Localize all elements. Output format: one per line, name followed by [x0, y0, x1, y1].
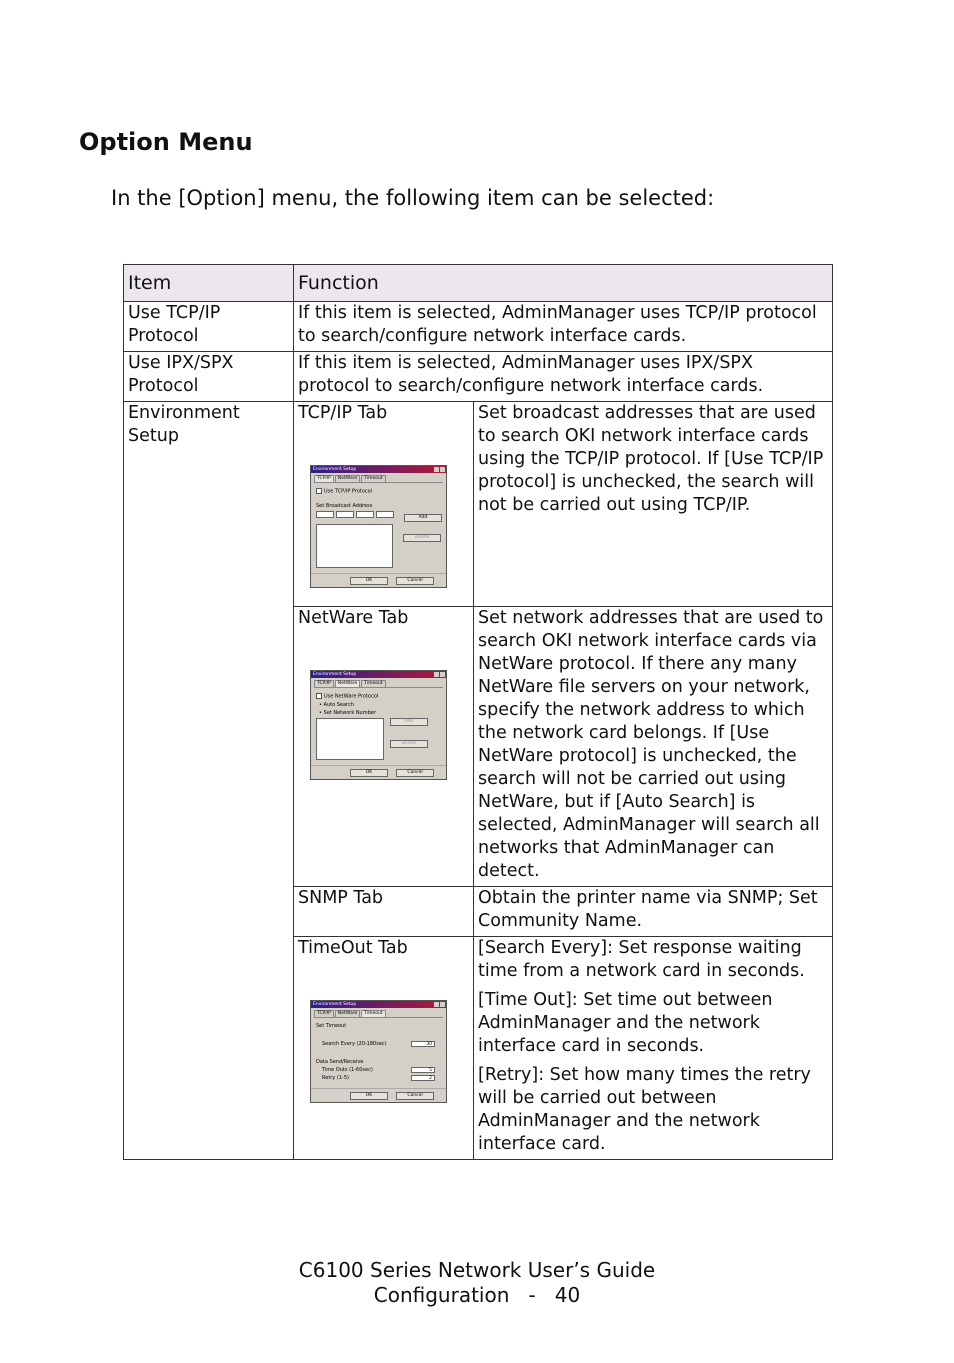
ip-field: [356, 511, 374, 518]
page-title: Option Menu: [79, 128, 253, 156]
netware-dialog-screenshot: Environment Setup TCP/IP NetWare Timeout Use NetWare Protocol • Auto Search • Set Network Number Add Delete OK Cancel: [310, 670, 447, 780]
dialog-tab-timeout: Timeout: [361, 475, 385, 482]
network-list: [316, 718, 384, 760]
close-icon: [440, 672, 445, 677]
set-network-label: Set Network Number: [323, 709, 376, 716]
close-icon: [440, 467, 445, 472]
desc-text: [Retry]: Set how many times the retry will be carried out between AdminManager and the network interface card.: [478, 1065, 811, 1154]
ok-button: OK: [350, 769, 388, 777]
tab-cell: [294, 607, 474, 887]
search-every-field: 30: [411, 1041, 435, 1047]
ok-button: OK: [350, 577, 388, 585]
desc-text: Obtain the printer name via SNMP; Set Community Name.: [478, 888, 818, 931]
checkbox-icon: [316, 693, 322, 699]
dialog-title: Environment Setup: [313, 672, 357, 677]
ip-field: [316, 511, 334, 518]
item-cell: Environment Setup: [124, 402, 294, 1160]
table-row: [124, 402, 833, 607]
function-cell: If this item is selected, AdminManager uses IPX/SPX protocol to search/configure network interface cards.: [294, 352, 833, 402]
tcpip-dialog-screenshot: [310, 465, 447, 588]
time-outs-label: Time Outs (1-60sec): [322, 1067, 373, 1073]
table-header-row: [124, 265, 833, 302]
cancel-button: Cancel: [396, 577, 434, 585]
dialog-titlebar: [311, 671, 446, 678]
ok-button: OK: [350, 1092, 388, 1100]
desc-text: Set broadcast addresses that are used to search OKI network interface cards using the TCP/IP protocol. If [Use TCP/IP protocol] is unchecked, the search will not be carried out using TCP/IP.: [478, 403, 824, 515]
dialog-titlebar: [311, 1001, 446, 1008]
header-item: Item: [124, 265, 294, 302]
dialog-tab-tcpip: TCP/IP: [314, 680, 334, 687]
use-tcpip-label: Use TCP/IP Protocol: [324, 488, 373, 495]
desc-text: [Search Every]: Set response waiting time from a network card in seconds.: [478, 938, 805, 981]
dialog-tab-tcpip: TCP/IP: [314, 1010, 334, 1017]
dialog-tab-netware: NetWare: [335, 1010, 360, 1017]
cancel-button: Cancel: [396, 769, 434, 777]
dialog-titlebar: [311, 466, 446, 473]
ip-field: [336, 511, 354, 518]
footer-title: C6100 Series Network User’s Guide: [298, 1258, 656, 1282]
auto-search-label: Auto Search: [323, 701, 354, 708]
function-cell: If this item is selected, AdminManager uses TCP/IP protocol to search/configure network interface cards.: [294, 302, 833, 352]
item-cell: Use IPX/SPX Protocol: [124, 352, 294, 402]
dialog-title: Environment Setup: [313, 467, 357, 472]
close-icon: [440, 1002, 445, 1007]
tab-cell: [294, 887, 474, 937]
dialog-tab-timeout: Timeout: [361, 1010, 385, 1017]
tab-cell: [294, 402, 474, 607]
data-send-label: Data Send/Receive: [316, 1059, 364, 1065]
cancel-button: Cancel: [396, 1092, 434, 1100]
help-icon: [434, 1002, 439, 1007]
desc-cell: [474, 607, 833, 887]
add-button: Add: [404, 514, 442, 522]
help-icon: [434, 467, 439, 472]
desc-text: Set network addresses that are used to search OKI network interface cards via NetWare protocol. If there any many NetWare file servers on your network, specify the network address to which the network card belongs. If [Use NetWare protocol] is unchecked, the search will not be carried out using NetWare, but if [Auto Search] is selected, AdminManager will search all networks that AdminManager can detect.: [478, 608, 824, 881]
dialog-title: Environment Setup: [313, 1002, 357, 1007]
delete-button: Delete: [403, 534, 441, 542]
table-row: [124, 352, 833, 402]
tab-name: SNMP Tab: [298, 888, 384, 908]
delete-button: Delete: [390, 740, 428, 748]
tab-name: TimeOut Tab: [298, 938, 408, 958]
table-row: [124, 302, 833, 352]
tab-name: NetWare Tab: [298, 608, 409, 628]
ip-field: [376, 511, 394, 518]
intro-text: In the [Option] menu, the following item can be selected:: [111, 186, 715, 210]
set-timeout-label: Set Timeout: [316, 1023, 347, 1029]
desc-cell: [474, 887, 833, 937]
search-every-label: Search Every (20-180sec): [322, 1041, 387, 1047]
desc-cell: [474, 937, 833, 1160]
retry-label: Retry (1-5): [322, 1075, 349, 1081]
tab-name: TCP/IP Tab: [298, 403, 388, 423]
use-netware-label: Use NetWare Protocol: [324, 693, 379, 700]
checkbox-icon: [316, 488, 322, 494]
desc-cell: [474, 402, 833, 607]
broadcast-group-label: Set Broadcast Address: [316, 502, 373, 509]
header-function: Function: [294, 265, 833, 302]
desc-text: [Time Out]: Set time out between AdminManager and the network interface card in seconds.: [478, 990, 773, 1056]
dialog-tab-netware: NetWare: [335, 475, 360, 482]
timeout-dialog-screenshot: [310, 1000, 447, 1103]
time-outs-field: 5: [411, 1067, 435, 1073]
option-menu-table: [123, 264, 833, 1160]
dialog-tab-netware: NetWare: [335, 680, 360, 687]
dialog-tab-timeout: Timeout: [361, 680, 385, 687]
add-button: Add: [390, 718, 428, 726]
help-icon: [434, 672, 439, 677]
dialog-tab-tcpip: TCP/IP: [314, 475, 334, 482]
tab-cell: [294, 937, 474, 1160]
footer-page: Configuration - 40: [373, 1283, 581, 1307]
item-cell: Use TCP/IP Protocol: [124, 302, 294, 352]
retry-field: 2: [411, 1075, 435, 1081]
address-list: [316, 524, 393, 568]
